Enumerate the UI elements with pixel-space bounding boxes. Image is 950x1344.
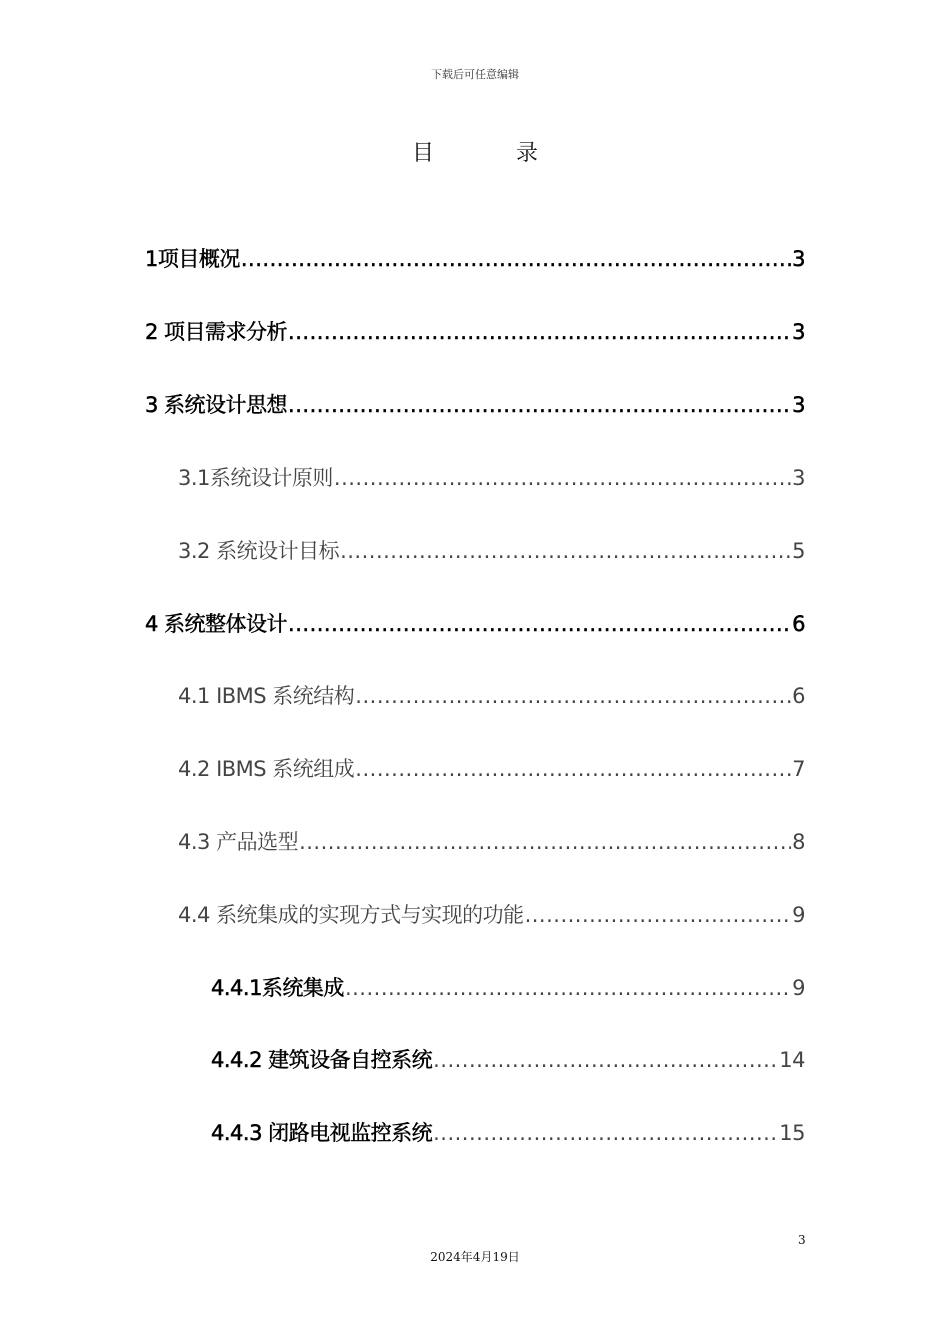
toc-entry-page: 3	[792, 393, 805, 417]
toc-entry-label: 4.1 IBMS 系统结构	[178, 684, 355, 708]
toc-entry-page: 14	[779, 1048, 805, 1072]
toc-entry-page: 7	[792, 757, 805, 781]
page-number: 3	[798, 1233, 806, 1247]
toc-entry-page: 3	[792, 320, 805, 344]
toc-entry[interactable]	[178, 462, 805, 492]
toc-leader	[433, 1048, 778, 1072]
toc-entry-label: 3.1系统设计原则	[178, 466, 333, 490]
toc-entry[interactable]	[211, 1044, 805, 1074]
toc-leader	[241, 247, 791, 271]
toc-entry-label: 4.4.3 闭路电视监控系统	[211, 1121, 433, 1145]
toc-entry-label: 4.3 产品选型	[178, 830, 299, 854]
toc-entry-page: 3	[792, 466, 805, 490]
toc-entry[interactable]	[145, 243, 805, 273]
toc-leader	[345, 976, 791, 1000]
toc-entry-page: 9	[792, 976, 805, 1000]
toc-leader	[340, 539, 791, 563]
footer-date: 2024年4月19日	[430, 1250, 520, 1264]
toc-entry-page: 8	[792, 830, 805, 854]
toc-leader	[433, 1121, 778, 1145]
toc-entry-label: 4.4.1系统集成	[211, 976, 344, 1000]
toc-entry-page: 9	[792, 903, 805, 927]
toc-entry[interactable]	[178, 753, 805, 783]
toc-leader	[288, 320, 791, 344]
toc-entry-page: 5	[792, 539, 805, 563]
toc-entry[interactable]	[178, 826, 805, 856]
toc-entry-label: 4.4.2 建筑设备自控系统	[211, 1048, 433, 1072]
toc-leader	[334, 466, 791, 490]
toc-entry[interactable]	[178, 680, 805, 710]
toc-entry[interactable]	[211, 1117, 805, 1147]
toc-leader	[288, 612, 791, 636]
toc-entry-label: 1项目概况	[145, 247, 240, 271]
toc-leader	[299, 830, 791, 854]
toc-entry-label: 3.2 系统设计目标	[178, 539, 340, 563]
toc-entry[interactable]	[145, 608, 805, 638]
toc-entry-label: 4.4 系统集成的实现方式与实现的功能	[178, 903, 524, 927]
toc-entry[interactable]	[178, 899, 805, 929]
toc-entry-label: 4.2 IBMS 系统组成	[178, 757, 355, 781]
toc-entry-page: 6	[792, 612, 805, 636]
toc-entry-label: 3 系统设计思想	[145, 393, 288, 417]
toc-entry-page: 15	[779, 1121, 805, 1145]
toc-entry-label: 2 项目需求分析	[145, 320, 288, 344]
toc-leader	[288, 393, 791, 417]
toc-entry[interactable]	[145, 316, 805, 346]
toc-entry[interactable]	[211, 972, 805, 1002]
toc-leader	[355, 684, 791, 708]
page-header: 下载后可任意编辑	[431, 68, 519, 81]
toc-title: 目 录	[411, 141, 568, 166]
toc-entry-page: 3	[792, 247, 805, 271]
toc-entry-label: 4 系统整体设计	[145, 612, 288, 636]
toc-leader	[525, 903, 792, 927]
toc-entry[interactable]	[145, 389, 805, 419]
toc-entry[interactable]	[178, 535, 805, 565]
toc-leader	[355, 757, 791, 781]
toc-entry-page: 6	[792, 684, 805, 708]
